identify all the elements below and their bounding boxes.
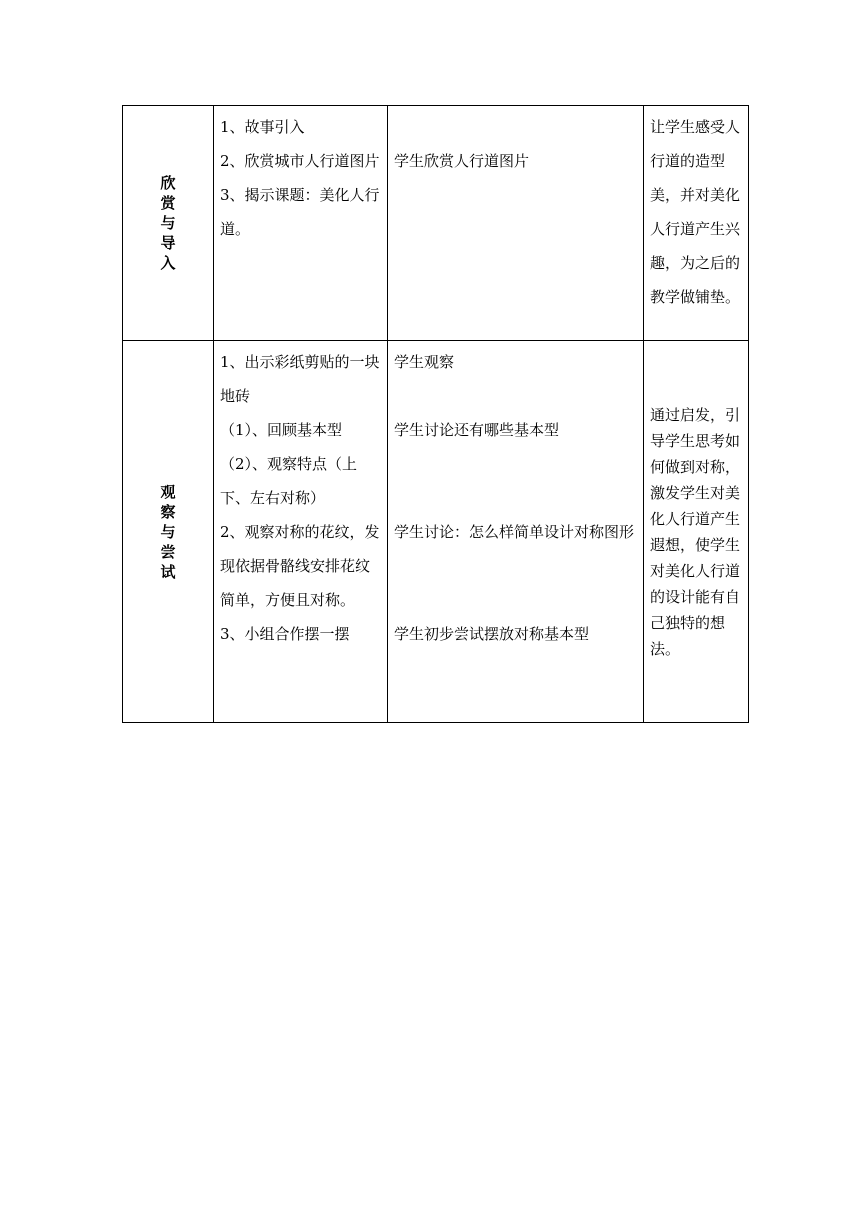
stage-label: 欣赏与导入: [160, 174, 176, 272]
teacher-step: 1、出示彩纸剪贴的一块地砖: [220, 353, 380, 405]
purpose-text: 通过启发，引导学生思考如何做到对称，激发学生对美化人行道产生遐想，使学生对美化人行道的设计能有自己独特的想法。: [650, 405, 741, 658]
student-activity-cell: [388, 341, 644, 723]
table-row: [123, 106, 749, 341]
teacher-step: （2）、观察特点（上下、左右对称）: [220, 455, 358, 507]
teacher-activity-cell: [214, 106, 388, 341]
purpose-cell: [644, 341, 749, 723]
student-step: 学生讨论：怎么样简单设计对称图形: [394, 523, 635, 541]
student-step: 学生初步尝试摆放对称基本型: [394, 625, 590, 643]
stage-cell: [123, 106, 214, 341]
teacher-step: 2、观察对称的花纹，发现依据骨骼线安排花纹简单，方便且对称。: [220, 523, 380, 609]
teacher-step: 1、故事引入: [220, 118, 305, 136]
stage-cell: [123, 341, 214, 723]
teacher-step: 3、揭示课题：美化人行道。: [220, 186, 380, 238]
teacher-step: 3、小组合作摆一摆: [220, 625, 350, 643]
student-step: 学生讨论还有哪些基本型: [394, 421, 560, 439]
student-activity-cell: [388, 106, 644, 341]
teacher-step: 2、欣赏城市人行道图片: [220, 152, 380, 170]
teacher-step: （1）、回顾基本型: [220, 421, 343, 439]
student-step: 学生观察: [394, 353, 455, 371]
purpose-text: 让学生感受人行道的造型美，并对美化人行道产生兴趣，为之后的教学做铺垫。: [650, 118, 741, 306]
stage-label: 观察与尝试: [160, 482, 176, 581]
table-row: [123, 341, 749, 723]
teacher-activity-cell: [214, 341, 388, 723]
lesson-plan-table: [122, 105, 749, 723]
purpose-cell: [644, 106, 749, 341]
student-step: 学生欣赏人行道图片: [394, 152, 530, 170]
